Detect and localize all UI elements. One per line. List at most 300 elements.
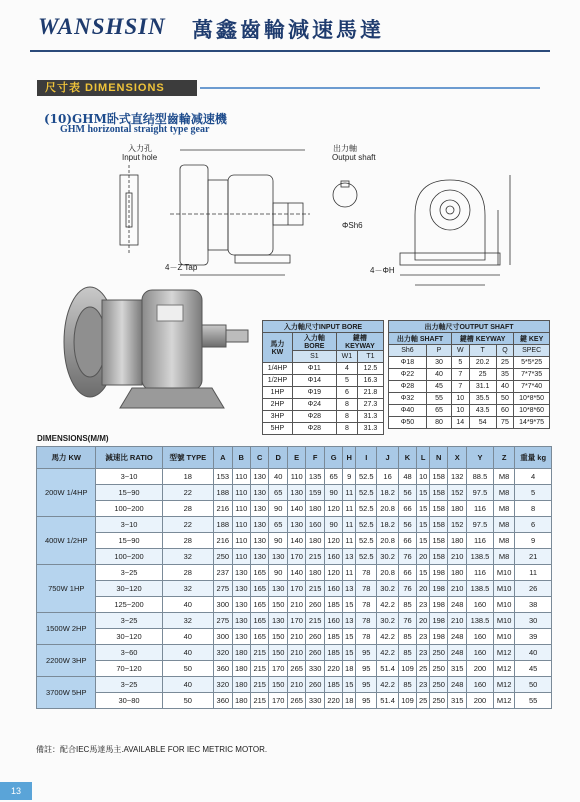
dimensions-cell: M12 bbox=[493, 645, 514, 661]
brand-logo: WANSHSIN bbox=[38, 14, 166, 39]
output-shaft-cell: 60 bbox=[496, 405, 514, 417]
dimensions-row bbox=[37, 485, 552, 501]
dimensions-header-cell: Y bbox=[466, 447, 493, 469]
dimensions-cell: M10 bbox=[493, 597, 514, 613]
input-bore-table bbox=[262, 320, 384, 435]
dimensions-cell: 159 bbox=[306, 485, 324, 501]
dimensions-cell: 250 bbox=[430, 693, 448, 709]
dimensions-cell: 210 bbox=[287, 629, 305, 645]
dimensions-cell: 23 bbox=[417, 645, 430, 661]
dimensions-cell: 42.2 bbox=[377, 629, 398, 645]
dimensions-cell: 3~60 bbox=[96, 645, 162, 661]
dimensions-cell: 248 bbox=[448, 629, 466, 645]
input-bore-row bbox=[263, 411, 384, 423]
dimensions-header-cell: L bbox=[417, 447, 430, 469]
power-group-cell: 1500W 2HP bbox=[37, 613, 96, 645]
dimensions-cell: 110 bbox=[232, 517, 250, 533]
dimensions-header-cell: Z bbox=[493, 447, 514, 469]
dimensions-cell: 30.2 bbox=[377, 549, 398, 565]
power-group-cell: 750W 1HP bbox=[37, 565, 96, 613]
footnote: 備註：配合IEC馬達馬主.AVAILABLE FOR IEC METRIC MOTOR. bbox=[36, 745, 268, 754]
input-bore-cell: Φ14 bbox=[292, 375, 336, 387]
dimensions-cell: 215 bbox=[251, 693, 269, 709]
dimensions-cell: 160 bbox=[324, 549, 342, 565]
dimensions-cell: 85 bbox=[398, 629, 416, 645]
dimensions-cell: 30~120 bbox=[96, 629, 162, 645]
dimensions-cell: 215 bbox=[251, 677, 269, 693]
dimensions-cell: 250 bbox=[430, 677, 448, 693]
dimensions-cell: 18.2 bbox=[377, 517, 398, 533]
dimensions-cell: 132 bbox=[448, 469, 466, 485]
dimensions-cell: 66 bbox=[398, 565, 416, 581]
output-shaft-cell: 50 bbox=[496, 393, 514, 405]
dimensions-cell: 26 bbox=[515, 581, 552, 597]
output-shaft-cell: 5*5*25 bbox=[514, 357, 550, 369]
dimensions-cell: 216 bbox=[214, 501, 232, 517]
header-rule bbox=[30, 50, 550, 52]
dimensions-cell: 32 bbox=[162, 581, 214, 597]
dimensions-cell: 78 bbox=[356, 629, 377, 645]
input-bore-cell: Φ24 bbox=[292, 399, 336, 411]
dimensions-cell: 25 bbox=[417, 661, 430, 677]
dimensions-header-cell: F bbox=[306, 447, 324, 469]
dimensions-cell: 25 bbox=[417, 693, 430, 709]
dimensions-cell: 40 bbox=[162, 645, 214, 661]
dimensions-cell: 275 bbox=[214, 613, 232, 629]
output-shaft-cell: 30 bbox=[426, 357, 451, 369]
dimensions-cell: M10 bbox=[493, 581, 514, 597]
dimensions-cell: 220 bbox=[324, 661, 342, 677]
dimensions-cell: 170 bbox=[269, 661, 287, 677]
dimensions-cell: 40 bbox=[162, 629, 214, 645]
dimensions-cell: 13 bbox=[343, 581, 356, 597]
input-bore-cell: 21.8 bbox=[357, 387, 383, 399]
output-shaft-cell: 55 bbox=[426, 393, 451, 405]
dimensions-cell: 248 bbox=[448, 645, 466, 661]
dimensions-cell: 51.4 bbox=[377, 693, 398, 709]
dimensions-cell: 130 bbox=[251, 533, 269, 549]
output-shaft-cell: 65 bbox=[426, 405, 451, 417]
dimensions-cell: 153 bbox=[214, 469, 232, 485]
dimensions-cell: 3~25 bbox=[96, 677, 162, 693]
output-shaft-cell: 10*8*60 bbox=[514, 405, 550, 417]
output-shaft-cell: Φ40 bbox=[389, 405, 427, 417]
output-shaft-cell: 25 bbox=[496, 357, 514, 369]
input-bore-cell: 8 bbox=[336, 411, 357, 423]
dimensions-cell: 130 bbox=[287, 485, 305, 501]
dimensions-cell: 100~200 bbox=[96, 549, 162, 565]
output-shaft-cell: 54 bbox=[469, 417, 496, 429]
dimensions-row bbox=[37, 613, 552, 629]
product-title-en: GHM horizontal straight type gear bbox=[60, 124, 210, 135]
dimensions-cell: 150 bbox=[269, 645, 287, 661]
dimensions-cell: 138.5 bbox=[466, 581, 493, 597]
dimensions-cell: 185 bbox=[324, 597, 342, 613]
dimensions-cell: 85 bbox=[398, 597, 416, 613]
input-bore-row bbox=[263, 375, 384, 387]
dimensions-cell: 3~25 bbox=[96, 613, 162, 629]
dimensions-row bbox=[37, 565, 552, 581]
dimensions-cell: 110 bbox=[232, 533, 250, 549]
dimensions-cell: 20.8 bbox=[377, 533, 398, 549]
dimensions-cell: 110 bbox=[232, 485, 250, 501]
output-shaft-row bbox=[389, 369, 550, 381]
input-bore-cell: 8 bbox=[336, 423, 357, 435]
output-shaft-cell: 75 bbox=[496, 417, 514, 429]
dimensions-cell: 275 bbox=[214, 581, 232, 597]
dimensions-table bbox=[36, 446, 552, 709]
dimensions-cell: 76 bbox=[398, 613, 416, 629]
dimensions-cell: 150 bbox=[269, 629, 287, 645]
dimensions-cell: 165 bbox=[251, 581, 269, 597]
dimensions-cell: 15~90 bbox=[96, 533, 162, 549]
dimensions-cell: 265 bbox=[287, 693, 305, 709]
dimensions-cell: 210 bbox=[287, 645, 305, 661]
dimensions-cell: 56 bbox=[398, 517, 416, 533]
dimensions-cell: 100~200 bbox=[96, 501, 162, 517]
dimensions-cell: 65 bbox=[269, 517, 287, 533]
dimensions-cell: 180 bbox=[448, 565, 466, 581]
page-number: 13 bbox=[0, 782, 32, 800]
dimensions-cell: 90 bbox=[269, 501, 287, 517]
dimensions-cell: 150 bbox=[269, 677, 287, 693]
dimensions-cell: 170 bbox=[287, 613, 305, 629]
input-bore-cell: 1HP bbox=[263, 387, 293, 399]
dimensions-cell: M10 bbox=[493, 565, 514, 581]
dimensions-cell: 11 bbox=[515, 565, 552, 581]
dimensions-cell: 130 bbox=[251, 517, 269, 533]
dimensions-label: DIMENSIONS(M/M) bbox=[37, 434, 109, 443]
dimensions-header-cell: A bbox=[214, 447, 232, 469]
dimensions-cell: 6 bbox=[515, 517, 552, 533]
input-bore-row bbox=[263, 363, 384, 375]
dimensions-cell: 140 bbox=[287, 565, 305, 581]
page-header bbox=[0, 0, 580, 58]
input-bore-cell: Φ11 bbox=[292, 363, 336, 375]
dimensions-cell: 40 bbox=[269, 469, 287, 485]
dimensions-cell: 13 bbox=[343, 613, 356, 629]
dimensions-cell: 52.5 bbox=[356, 517, 377, 533]
dimensions-cell: 250 bbox=[430, 645, 448, 661]
output-shaft-body bbox=[389, 357, 550, 429]
dimensions-cell: 18 bbox=[162, 469, 214, 485]
dimensions-cell: M8 bbox=[493, 549, 514, 565]
dimensions-cell: 180 bbox=[306, 565, 324, 581]
dimensions-cell: 130 bbox=[269, 549, 287, 565]
dimensions-cell: 11 bbox=[343, 501, 356, 517]
dimensions-cell: 130 bbox=[232, 581, 250, 597]
input-bore-cell: 1/4HP bbox=[263, 363, 293, 375]
output-shaft-cell: 7 bbox=[452, 381, 470, 393]
dimensions-cell: 315 bbox=[448, 693, 466, 709]
input-bore-cell: 31.3 bbox=[357, 423, 383, 435]
dimensions-cell: 30.2 bbox=[377, 613, 398, 629]
input-bore-cell: 2HP bbox=[263, 399, 293, 411]
dimensions-cell: 180 bbox=[306, 533, 324, 549]
output-shaft-cell: 43.5 bbox=[469, 405, 496, 417]
product-title-zh: (10)GHM卧式直结型齒輪减速機 bbox=[44, 112, 227, 126]
dimensions-cell: 215 bbox=[306, 613, 324, 629]
output-shaft-cell: 14 bbox=[452, 417, 470, 429]
dimensions-cell: 110 bbox=[232, 501, 250, 517]
product-photo bbox=[62, 270, 262, 420]
output-shaft-sub: SPEC bbox=[514, 345, 550, 357]
dimensions-cell: 52.5 bbox=[356, 501, 377, 517]
dimensions-cell: 180 bbox=[232, 661, 250, 677]
dimensions-header-cell: J bbox=[377, 447, 398, 469]
output-shaft-cell: 80 bbox=[426, 417, 451, 429]
dimensions-cell: 160 bbox=[466, 597, 493, 613]
dimensions-cell: 210 bbox=[287, 597, 305, 613]
dimensions-cell: M8 bbox=[493, 517, 514, 533]
sh6-label: ΦSh6 bbox=[342, 221, 363, 230]
dimensions-cell: 40 bbox=[162, 677, 214, 693]
input-hole-label-zh: 入力孔 bbox=[128, 144, 152, 153]
output-shaft-cell: 45 bbox=[426, 381, 451, 393]
dimensions-cell: 360 bbox=[214, 661, 232, 677]
dimensions-cell: 130 bbox=[232, 613, 250, 629]
dimensions-cell: 188 bbox=[214, 517, 232, 533]
dimensions-header-cell: H bbox=[343, 447, 356, 469]
dimensions-cell: 185 bbox=[324, 645, 342, 661]
dimensions-row bbox=[37, 645, 552, 661]
dimensions-cell: 116 bbox=[466, 533, 493, 549]
dimensions-cell: 180 bbox=[232, 693, 250, 709]
dimensions-cell: 198 bbox=[430, 629, 448, 645]
output-shaft-sub: Q bbox=[496, 345, 514, 357]
dimensions-cell: 180 bbox=[448, 501, 466, 517]
dimensions-cell: 21 bbox=[515, 549, 552, 565]
dimensions-cell: 170 bbox=[269, 693, 287, 709]
dimensions-cell: 55 bbox=[515, 693, 552, 709]
output-shaft-table bbox=[388, 320, 550, 429]
dimensions-cell: M8 bbox=[493, 485, 514, 501]
dimensions-header-cell: 減速比 RATIO bbox=[96, 447, 162, 469]
dimensions-cell: 18.2 bbox=[377, 485, 398, 501]
dimensions-cell: 158 bbox=[430, 501, 448, 517]
dimensions-cell: 15 bbox=[343, 645, 356, 661]
output-shaft-cell: 35 bbox=[496, 369, 514, 381]
dimensions-cell: 97.5 bbox=[466, 517, 493, 533]
dimensions-cell: 237 bbox=[214, 565, 232, 581]
dimensions-cell: 216 bbox=[214, 533, 232, 549]
input-bore-sub: S1 bbox=[292, 351, 336, 363]
dimensions-cell: 250 bbox=[214, 549, 232, 565]
dimensions-cell: 116 bbox=[466, 501, 493, 517]
dimensions-cell: 30~80 bbox=[96, 693, 162, 709]
dimensions-cell: 90 bbox=[269, 533, 287, 549]
input-bore-cell: 12.5 bbox=[357, 363, 383, 375]
dimensions-cell: 110 bbox=[232, 549, 250, 565]
input-bore-cell: 4 bbox=[336, 363, 357, 375]
dimensions-cell: 158 bbox=[430, 469, 448, 485]
dimensions-cell: 152 bbox=[448, 485, 466, 501]
dimensions-header-cell: G bbox=[324, 447, 342, 469]
dimensions-cell: 200 bbox=[466, 693, 493, 709]
dimensions-cell: 32 bbox=[162, 613, 214, 629]
output-shaft-title: 出力軸尺寸OUTPUT SHAFT bbox=[389, 321, 550, 333]
output-shaft-sub: Sh6 bbox=[389, 345, 427, 357]
dimensions-cell: 50 bbox=[162, 661, 214, 677]
dimensions-row bbox=[37, 693, 552, 709]
output-shaft-cell: Φ32 bbox=[389, 393, 427, 405]
dimensions-cell: 18 bbox=[343, 661, 356, 677]
output-shaft-cell: 10 bbox=[452, 393, 470, 405]
dimensions-cell: 11 bbox=[343, 533, 356, 549]
dimensions-cell: 20.8 bbox=[377, 565, 398, 581]
dimensions-cell: 320 bbox=[214, 645, 232, 661]
power-group-cell: 2200W 3HP bbox=[37, 645, 96, 677]
dimensions-row bbox=[37, 661, 552, 677]
dimensions-cell: 52.5 bbox=[356, 469, 377, 485]
dimensions-cell: 260 bbox=[306, 677, 324, 693]
dimensions-cell: 110 bbox=[287, 469, 305, 485]
input-bore-row bbox=[263, 387, 384, 399]
output-shaft-row bbox=[389, 405, 550, 417]
dimensions-header-cell: 馬力 KW bbox=[37, 447, 96, 469]
input-bore-cell: 6 bbox=[336, 387, 357, 399]
dimensions-cell: 3~10 bbox=[96, 469, 162, 485]
input-hole-label-en: Input hole bbox=[122, 153, 158, 162]
power-group-cell: 200W 1/4HP bbox=[37, 469, 96, 517]
dimensions-cell: 4 bbox=[515, 469, 552, 485]
dimensions-cell: 180 bbox=[232, 677, 250, 693]
dimensions-cell: 140 bbox=[287, 501, 305, 517]
input-bore-cell: 5 bbox=[336, 375, 357, 387]
dimensions-cell: 56 bbox=[398, 485, 416, 501]
dimensions-cell: M10 bbox=[493, 629, 514, 645]
dimensions-cell: 76 bbox=[398, 549, 416, 565]
dimensions-cell: 16 bbox=[377, 469, 398, 485]
dimensions-cell: 125~200 bbox=[96, 597, 162, 613]
dimensions-header-row bbox=[37, 447, 552, 469]
dimensions-row bbox=[37, 549, 552, 565]
dimensions-cell: 138.5 bbox=[466, 613, 493, 629]
dimensions-cell: 88.5 bbox=[466, 469, 493, 485]
bolt-label: 4－ΦH bbox=[370, 266, 395, 275]
dimensions-cell: 160 bbox=[306, 517, 324, 533]
dimensions-cell: 140 bbox=[287, 533, 305, 549]
dimensions-row bbox=[37, 677, 552, 693]
input-bore-cell: 16.3 bbox=[357, 375, 383, 387]
dimensions-cell: 130 bbox=[269, 613, 287, 629]
dimensions-cell: 138.5 bbox=[466, 549, 493, 565]
dimensions-cell: 11 bbox=[343, 565, 356, 581]
dimensions-cell: 23 bbox=[417, 677, 430, 693]
dimensions-cell: 330 bbox=[306, 661, 324, 677]
input-bore-sub: T1 bbox=[357, 351, 383, 363]
dimensions-cell: 210 bbox=[287, 677, 305, 693]
dimensions-cell: 180 bbox=[306, 501, 324, 517]
dimensions-cell: 8 bbox=[515, 501, 552, 517]
dimensions-header-cell: B bbox=[232, 447, 250, 469]
dimensions-cell: 315 bbox=[448, 661, 466, 677]
dimensions-cell: 42.2 bbox=[377, 645, 398, 661]
output-shaft-cell: 7*7*35 bbox=[514, 369, 550, 381]
dimensions-cell: 180 bbox=[448, 533, 466, 549]
dimensions-cell: 20.8 bbox=[377, 501, 398, 517]
banner-rule bbox=[200, 87, 540, 89]
output-shaft-row bbox=[389, 357, 550, 369]
dimensions-cell: 52.5 bbox=[356, 533, 377, 549]
dimensions-header-cell: K bbox=[398, 447, 416, 469]
dimensions-cell: 9 bbox=[515, 533, 552, 549]
output-shaft-cell: 14*9*75 bbox=[514, 417, 550, 429]
output-shaft-cell: 40 bbox=[496, 381, 514, 393]
output-shaft-cell: Φ50 bbox=[389, 417, 427, 429]
power-group-cell: 3700W 5HP bbox=[37, 677, 96, 709]
output-shaft-cell: Φ22 bbox=[389, 369, 427, 381]
dimensions-cell: 70~120 bbox=[96, 661, 162, 677]
dimensions-cell: 48 bbox=[398, 469, 416, 485]
dimensions-cell: 200 bbox=[466, 661, 493, 677]
dimensions-cell: 210 bbox=[448, 613, 466, 629]
tap-label: 4－Z Tap bbox=[165, 263, 198, 272]
section-banner: 尺寸表 DIMENSIONS bbox=[37, 80, 197, 96]
dimensions-row bbox=[37, 517, 552, 533]
input-bore-row bbox=[263, 399, 384, 411]
dimensions-cell: 220 bbox=[324, 693, 342, 709]
dimensions-cell: 3~25 bbox=[96, 565, 162, 581]
output-shaft-cell: 10 bbox=[452, 405, 470, 417]
input-bore-cell: 1/2HP bbox=[263, 375, 293, 387]
brand-chinese-name: 萬鑫齒輪減速馬達 bbox=[192, 17, 384, 42]
dimensions-cell: M12 bbox=[493, 693, 514, 709]
dimensions-cell: 198 bbox=[430, 613, 448, 629]
dimensions-cell: 15 bbox=[417, 565, 430, 581]
output-shaft-cell: 31.1 bbox=[469, 381, 496, 393]
dimensions-row bbox=[37, 629, 552, 645]
output-shaft-col-key: 鍵 KEY bbox=[514, 333, 550, 345]
dimensions-cell: 170 bbox=[287, 549, 305, 565]
dimensions-cell: 165 bbox=[251, 597, 269, 613]
dimensions-cell: 28 bbox=[162, 565, 214, 581]
input-bore-col-kw: 馬力 KW bbox=[263, 333, 293, 363]
dimensions-cell: 15 bbox=[343, 677, 356, 693]
dimensions-header-cell: 型號 TYPE bbox=[162, 447, 214, 469]
dimensions-cell: 260 bbox=[306, 645, 324, 661]
dimensions-cell: 215 bbox=[306, 549, 324, 565]
dimensions-cell: 40 bbox=[515, 645, 552, 661]
output-shaft-cell: 10*8*50 bbox=[514, 393, 550, 405]
dimensions-header-cell: E bbox=[287, 447, 305, 469]
dimensions-cell: 152 bbox=[448, 517, 466, 533]
dimensions-cell: 130 bbox=[232, 629, 250, 645]
dimensions-cell: 20 bbox=[417, 613, 430, 629]
output-shaft-sub: W bbox=[452, 345, 470, 357]
input-bore-col-bore: 入力軸 BORE bbox=[292, 333, 336, 351]
dimensions-cell: 160 bbox=[466, 629, 493, 645]
dimensions-row bbox=[37, 597, 552, 613]
dimensions-cell: 95 bbox=[356, 645, 377, 661]
output-shaft-row bbox=[389, 417, 550, 429]
dimensions-cell: 18 bbox=[343, 693, 356, 709]
output-shaft-cell: 7*7*40 bbox=[514, 381, 550, 393]
dimensions-cell: 165 bbox=[251, 565, 269, 581]
output-shaft-cell: Φ18 bbox=[389, 357, 427, 369]
dimensions-cell: 116 bbox=[466, 565, 493, 581]
gear-motor-illustration bbox=[62, 270, 262, 420]
gearbox-outline bbox=[228, 175, 273, 255]
output-shaft-cell: 35.5 bbox=[469, 393, 496, 405]
dimensions-cell: M10 bbox=[493, 613, 514, 629]
dimensions-cell: 97.5 bbox=[466, 485, 493, 501]
dimensions-cell: M8 bbox=[493, 533, 514, 549]
dimensions-cell: 95 bbox=[356, 677, 377, 693]
output-shaft-col-shaft: 出力軸 SHAFT bbox=[389, 333, 452, 345]
dimensions-cell: 42.2 bbox=[377, 597, 398, 613]
dimensions-cell: 165 bbox=[251, 629, 269, 645]
